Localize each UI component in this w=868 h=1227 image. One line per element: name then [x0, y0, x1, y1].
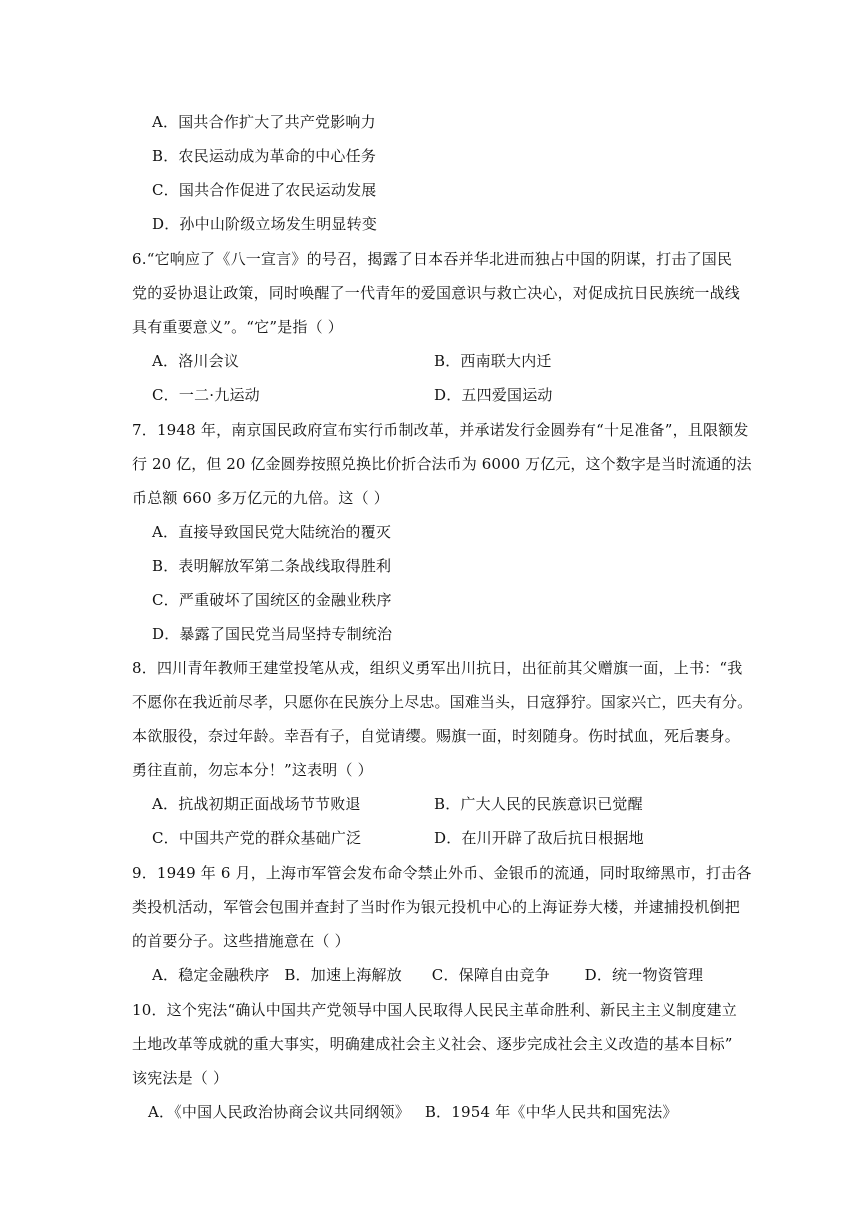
q6-stem-line-2: 党的妥协退让政策，同时唤醒了一代青年的爱国意识与救亡决心，对促成抗日民族统一战线: [132, 284, 741, 302]
q5-option-c: C．国共合作促进了农民运动发展: [152, 181, 377, 199]
q6-stem-line-3: 具有重要意义”。“它”是指（ ）: [132, 318, 343, 336]
q10-stem-line-3: 该宪法是（ ）: [132, 1069, 229, 1087]
q5-option-b: B．农民运动成为革命的中心任务: [152, 147, 377, 165]
q6-option-c: C．一二·九运动: [152, 386, 260, 404]
q8-stem-line-1: 8．四川青年教师王建堂投笔从戎，组织义勇军出川抗日，出征前其父赠旗一面，上书：“我: [132, 659, 743, 677]
q7-option-a: A．直接导致国民党大陆统治的覆灭: [152, 523, 392, 541]
q10-stem-line-2: 土地改革等成就的重大事实，明确建成社会主义社会、逐步完成社会主义改造的基本目标”: [132, 1035, 733, 1053]
q5-option-d: D．孙中山阶级立场发生明显转变: [152, 215, 378, 233]
q8-option-d: D．在川开辟了敌后抗日根据地: [434, 829, 644, 847]
q5-option-a: A．国共合作扩大了共产党影响力: [152, 113, 376, 131]
q7-stem-line-1: 7．1948 年，南京国民政府宣布实行币制改革，并承诺发行金圆券有“十足准备”，且限额发: [132, 421, 749, 439]
q7-option-c: C．严重破坏了国统区的金融业秩序: [152, 591, 392, 609]
q8-stem-line-4: 勇往直前，勿忘本分！”这表明（ ）: [132, 761, 373, 779]
q7-stem-line-2: 行 20 亿，但 20 亿金圆券按照兑换比价折合法币为 6000 万亿元，这个数字是当时流通的法: [132, 455, 752, 473]
q6-option-d: D．五四爱国运动: [434, 386, 553, 404]
q9-stem-line-2: 类投机活动，军管会包围并查封了当时作为银元投机中心的上海证券大楼，并逮捕投机倒把: [132, 898, 741, 916]
q10-options: A．《中国人民政治协商会议共同纲领》 B．1954 年《中华人民共和国宪法》: [148, 1103, 678, 1121]
q7-option-d: D．暴露了国民党当局坚持专制统治: [152, 625, 393, 643]
q9-stem-line-3: 的首要分子。这些措施意在（ ）: [132, 932, 350, 950]
q8-option-c: C．中国共产党的群众基础广泛: [152, 829, 362, 847]
q6-stem-line-1: 6.“它响应了《八一宣言》的号召，揭露了日本吞并华北进而独占中国的阴谋，打击了国民: [132, 250, 733, 268]
q9-options: A．稳定金融秩序 B．加速上海解放 C．保障自由竞争 D．统一物资管理: [152, 966, 704, 984]
q8-stem-line-3: 本欲服役，奈过年龄。幸吾有子，自觉请缨。赐旗一面，时刻随身。伤时拭血，死后裹身。: [132, 727, 741, 745]
q7-option-b: B．表明解放军第二条战线取得胜利: [152, 557, 392, 575]
q8-option-a: A．抗战初期正面战场节节败退: [152, 795, 361, 813]
q10-stem-line-1: 10．这个宪法“确认中国共产党领导中国人民取得人民民主革命胜利、新民主主义制度建立: [132, 1001, 737, 1019]
q9-stem-line-1: 9．1949 年 6 月，上海市军管会发布命令禁止外币、金银币的流通，同时取缔黑市，打击各: [132, 864, 752, 882]
q6-option-a: A．洛川会议: [152, 352, 240, 370]
q7-stem-line-3: 币总额 660 多万亿元的九倍。这（ ）: [132, 489, 389, 507]
q8-option-b: B．广大人民的民族意识已觉醒: [434, 795, 643, 813]
q6-option-b: B．西南联大内迁: [434, 352, 552, 370]
q8-stem-line-2: 不愿你在我近前尽孝，只愿你在民族分上尽忠。国难当头，日寇猙狞。国家兴亡，匹夫有分。: [132, 693, 753, 711]
